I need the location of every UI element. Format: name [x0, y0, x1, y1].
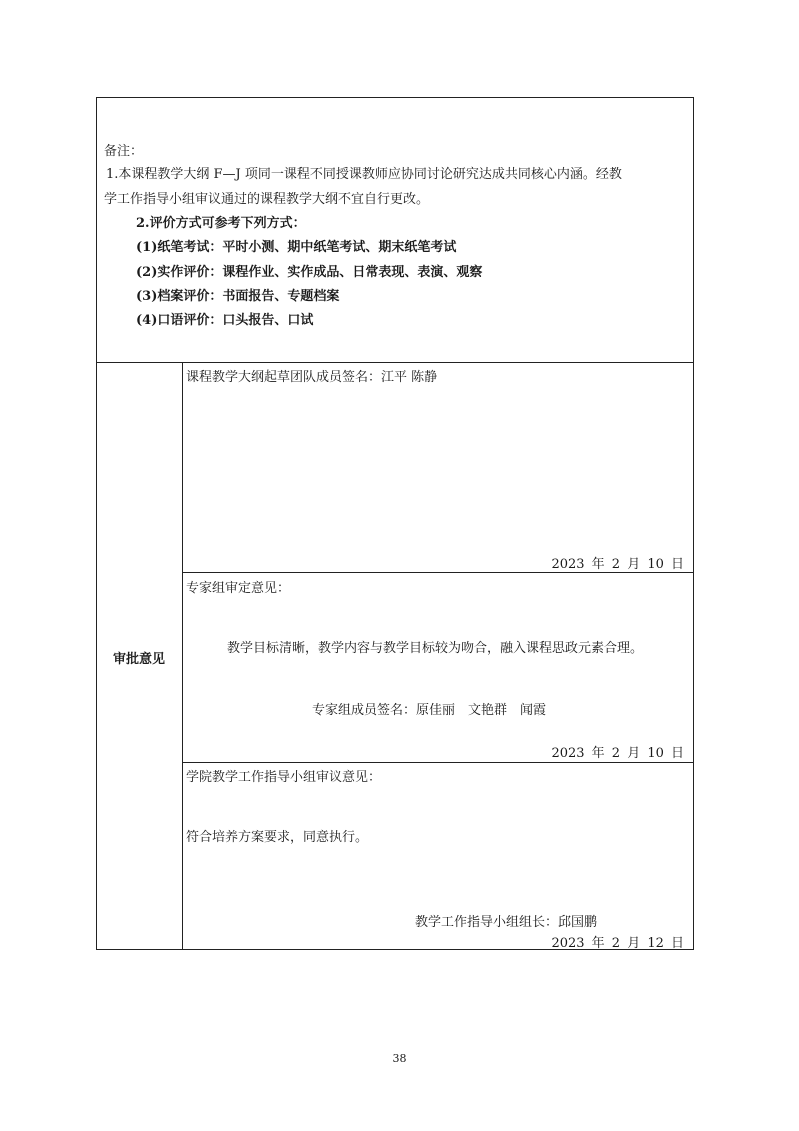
note-item-2-3: (3)档案评价：书面报告、专题档案	[136, 289, 340, 304]
expert-review-cell	[183, 573, 694, 763]
note-item-2-4: (4)口语评价：口头报告、口试	[136, 313, 314, 328]
approval-label-cell	[96, 363, 183, 950]
note-item-1-line-1: 1.本课程教学大纲 F—J 项同一课程不同授课教师应协同讨论研究达成共同核心内涵。经教	[106, 167, 622, 182]
expert-review-date: 2023 年 2 月 10 日	[551, 746, 684, 761]
drafting-team-signature: 课程教学大纲起草团队成员签名：江平 陈静	[186, 370, 438, 385]
expert-review-heading: 专家组审定意见：	[186, 581, 291, 596]
drafting-team-date: 2023 年 2 月 10 日	[551, 557, 684, 572]
note-item-2-1: (1)纸笔考试：平时小测、期中纸笔考试、期末纸笔考试	[136, 240, 457, 255]
expert-review-opinion: 教学目标清晰，教学内容与教学目标较为吻合，融入课程思政元素合理。	[227, 641, 644, 656]
notes-section	[96, 97, 694, 363]
drafting-team-cell	[183, 363, 694, 573]
notes-heading: 备注：	[104, 144, 144, 159]
college-review-signature: 教学工作指导小组组长：邱国鹏	[415, 915, 598, 930]
college-review-opinion: 符合培养方案要求，同意执行。	[186, 830, 369, 845]
approval-label: 审批意见	[112, 652, 165, 667]
note-item-2: 2.评价方式可参考下列方式：	[136, 216, 306, 231]
college-review-heading: 学院教学工作指导小组审议意见：	[186, 770, 382, 785]
college-review-cell	[183, 763, 694, 950]
note-item-1-line-2: 学工作指导小组审议通过的课程教学大纲不宜自行更改。	[104, 192, 430, 207]
page-number: 38	[392, 1052, 407, 1065]
expert-review-signature: 专家组成员签名：原佳丽 文艳群 闻霞	[312, 703, 547, 718]
college-review-date: 2023 年 2 月 12 日	[551, 936, 684, 951]
note-item-2-2: (2)实作评价：课程作业、实作成品、日常表现、表演、观察	[136, 265, 483, 280]
